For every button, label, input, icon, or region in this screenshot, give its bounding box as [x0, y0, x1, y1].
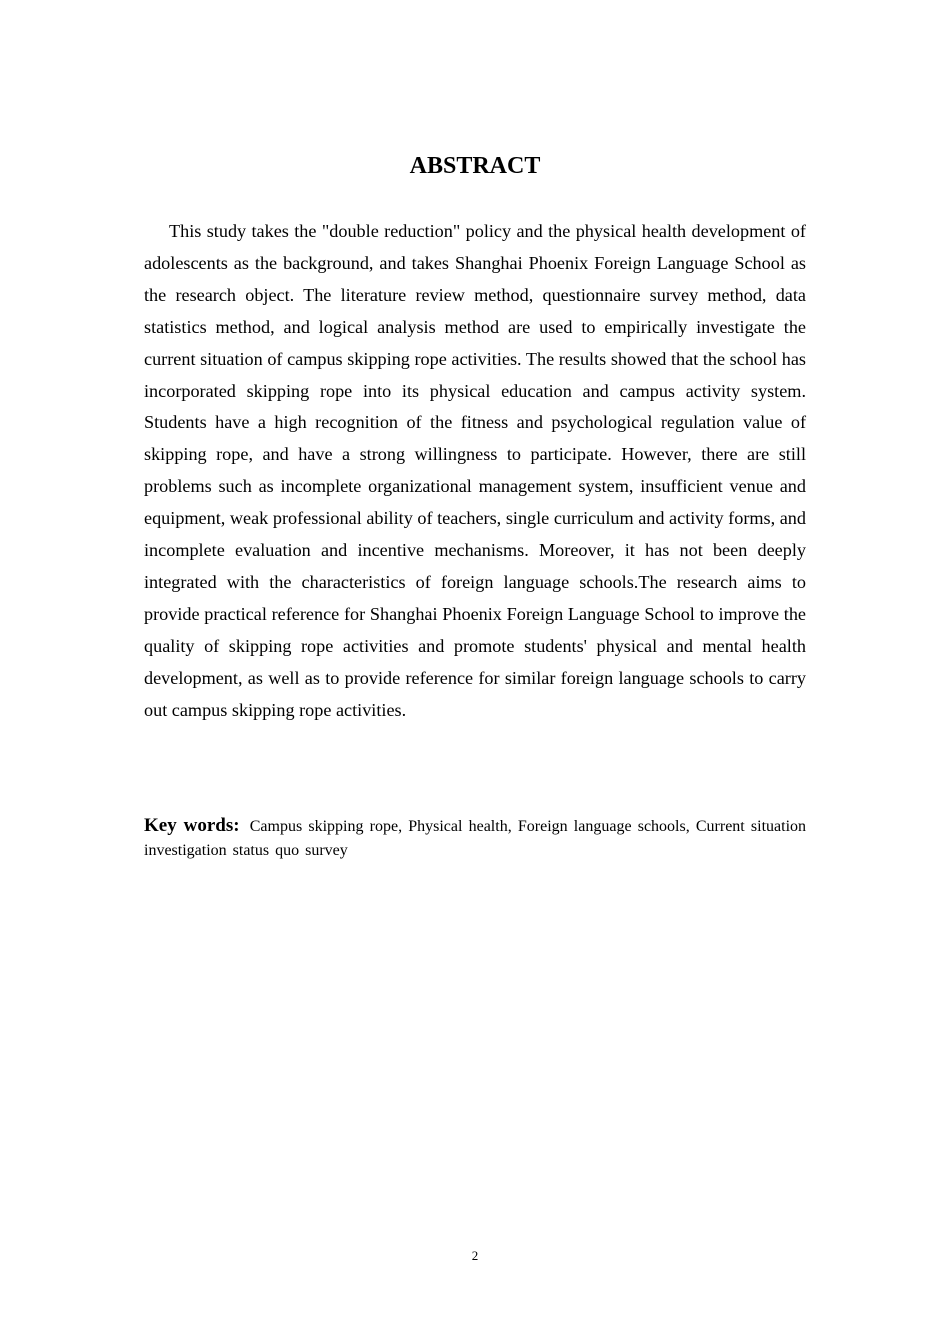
keywords-label: Key words: — [144, 815, 240, 836]
keywords-line — [144, 814, 806, 863]
abstract-title: ABSTRACT — [409, 153, 541, 179]
keywords-text: Campus skipping rope, Physical health, Foreign language schools, Current situation investigation status quo survey — [144, 818, 807, 859]
page-number: 2 — [471, 1248, 479, 1263]
abstract-body: This study takes the "double reduction" policy and the physical health development of adolescents as the background, and takes Shanghai Phoenix Foreign Language School as the research object. The literature review method, questionnaire survey method, data statistics method, and logical analysis method are used to empirically investigate the current situation of campus skipping rope activities. The results showed that the school has incorporated skipping rope into its physical education and campus activity system. Students have a high recognition of the fitness and psychological regulation value of skipping rope, and have a strong willingness to participate. However, there are still problems such as incomplete organizational management system, insufficient venue and equipment, weak professional ability of teachers, single curriculum and activity forms, and incomplete evaluation and incentive mechanisms. Moreover, it has not been deeply integrated with the characteristics of foreign language schools.The research aims to provide practical reference for Shanghai Phoenix Foreign Language School to improve the quality of skipping rope activities and promote students' physical and mental health development, as well as to provide reference for similar foreign language schools to carry out campus skipping rope activities. — [144, 221, 806, 720]
